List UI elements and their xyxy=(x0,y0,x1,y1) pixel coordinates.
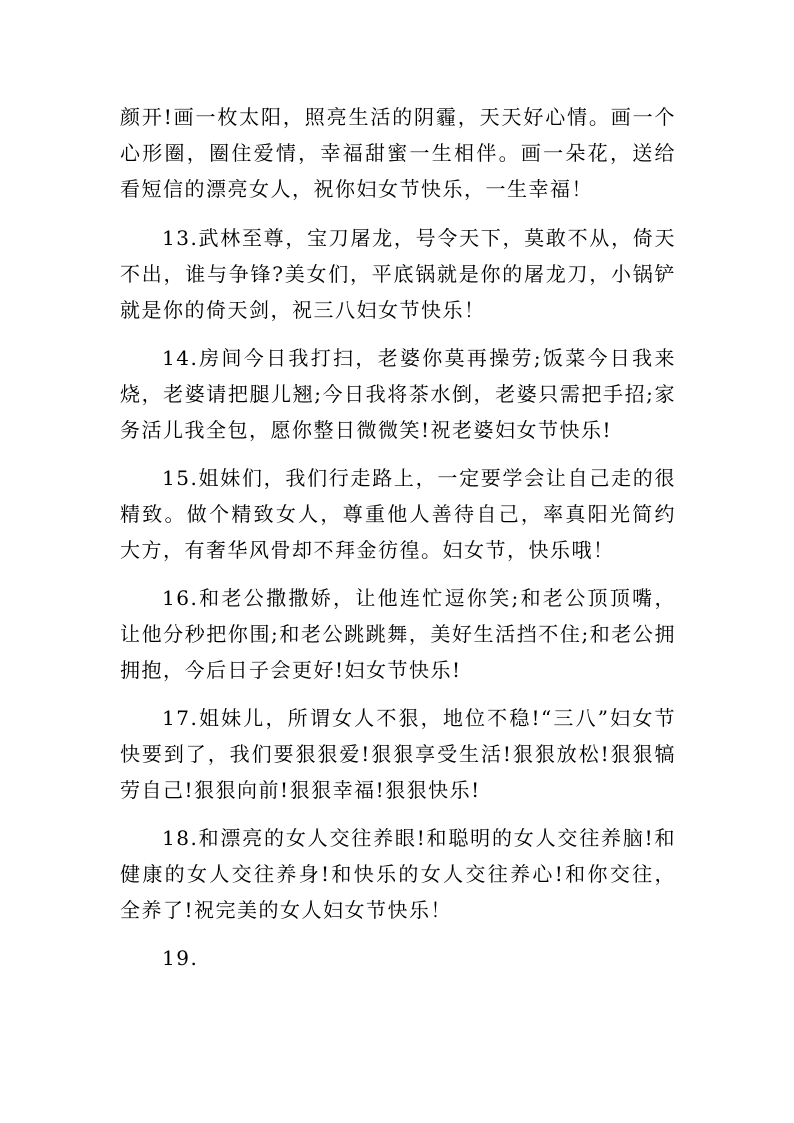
paragraph-14: 14.房间今日我打扫，老婆你莫再操劳;饭菜今日我来烧，老婆请把腿儿翘;今日我将茶水倒，老婆只需把手招;家务活儿我全包，愿你整日微微笑!祝老婆妇女节快乐! xyxy=(120,346,676,442)
paragraph-16: 16.和老公撒撒娇，让他连忙逗你笑;和老公顶顶嘴，让他分秒把你围;和老公跳跳舞，美好生活挡不住;和老公拥拥抱，今后日子会更好!妇女节快乐! xyxy=(120,586,676,682)
document-body xyxy=(120,99,676,988)
paragraph-18: 18.和漂亮的女人交往养眼!和聪明的女人交往养脑!和健康的女人交往养身!和快乐的女人交往养心!和你交往，全养了!祝完美的女人妇女节快乐！ xyxy=(120,826,676,922)
paragraph-19: 19. xyxy=(162,946,199,970)
paragraph-13: 13.武林至尊，宝刀屠龙，号令天下，莫敢不从，倚天不出，谁与争锋?美女们，平底锅就是你的屠龙刀，小锅铲就是你的倚天剑，祝三八妇女节快乐！ xyxy=(120,226,676,322)
paragraph-15: 15.姐妹们，我们行走路上，一定要学会让自己走的很精致。做个精致女人，尊重他人善待自己，率真阳光简约大方，有奢华风骨却不拜金彷徨。妇女节，快乐哦！ xyxy=(120,466,676,562)
paragraph-17: 17.姐妹儿，所谓女人不狠，地位不稳!“三八”妇女节快要到了，我们要狠狠爱!狠狠享受生活!狠狠放松!狠狠犒劳自己!狠狠向前!狠狠幸福!狠狠快乐! xyxy=(120,706,676,802)
paragraph-continued: 颜开!画一枚太阳，照亮生活的阴霾，天天好心情。画一个心形圈，圈住爱情，幸福甜蜜一生相伴。画一朵花，送给看短信的漂亮女人，祝你妇女节快乐，一生幸福！ xyxy=(120,105,676,201)
